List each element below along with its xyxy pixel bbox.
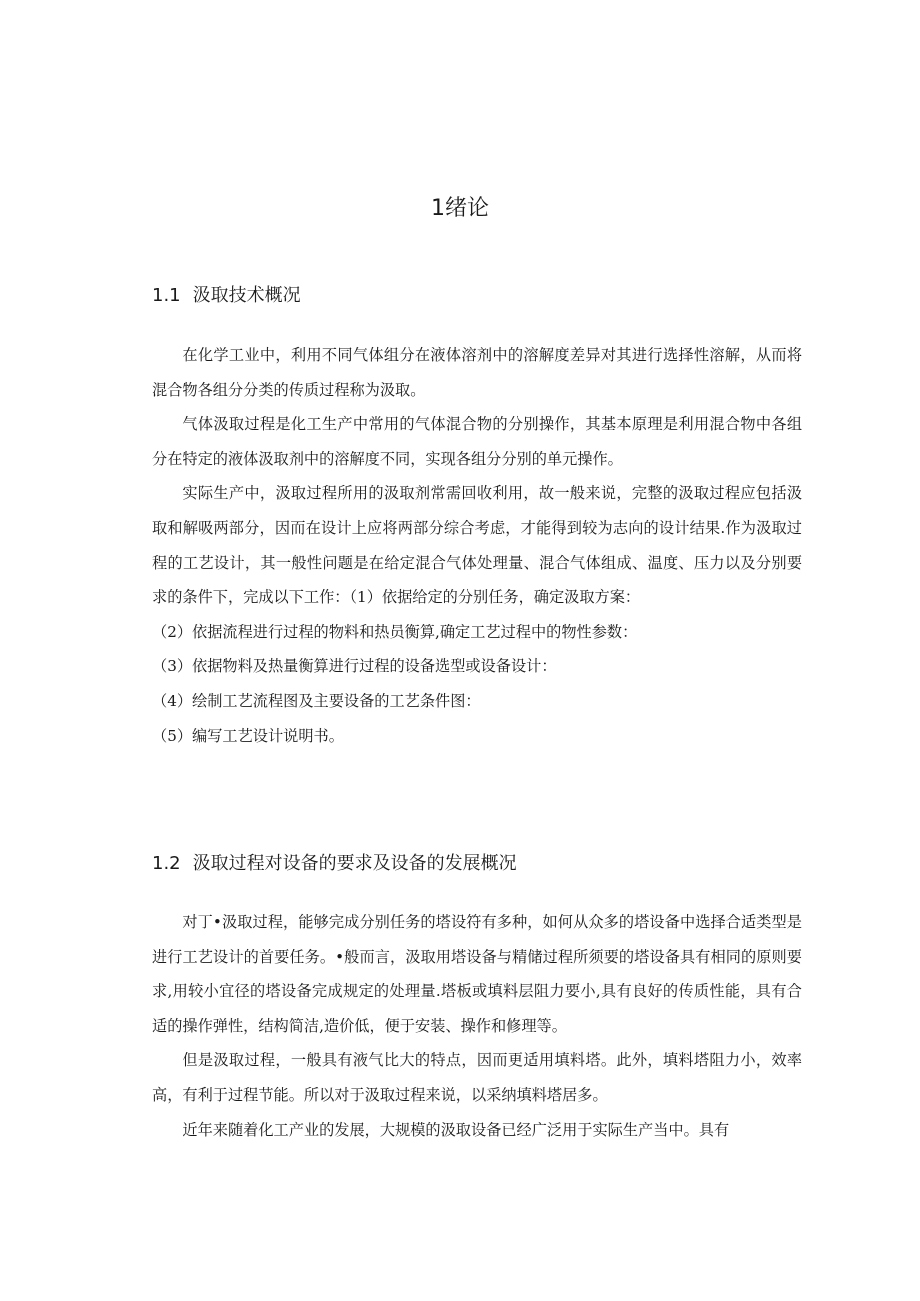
list-item: （4）绘制工艺流程图及主要设备的工艺条件图： [152,691,481,710]
paragraph: 气体汲取过程是化工生产中常用的气体混合物的分别操作，其基本原理是利用混合物中各组分在特定的液体汲取剂中的溶解度不同，实现各组分分别的单元操作。 [152,415,802,468]
section-1-1-body [152,338,802,753]
paragraph: 但是汲取过程，一般具有液气比大的特点，因而更适用填料塔。此外，填料塔阻力小，效率高，有利于过程节能。所以对于汲取过程来说，以采纳填料塔居多。 [152,1051,802,1104]
section-heading-1-2 [152,851,517,877]
list-item: （5）编写工艺设计说明书。 [152,726,344,745]
paragraph: 实际生产中，汲取过程所用的汲取剂常需回收利用，故一般来说，完整的汲取过程应包括汲取和解吸两部分，因而在设计上应将两部分综合考虑，才能得到较为志向的设计结果.作为汲取过程的工艺设计，其一般性问题是在给定混合气体处理量、混合气体组成、温度、压力以及分别要求的条件下，完成以下工作：（1）依据给定的分别任务，确定汲取方案： [152,484,802,607]
paragraph: 在化学工业中，利用不同气体组分在液体溶剂中的溶解度差异对其进行选择性溶解，从而将混合物各组分分类的传质过程称为汲取。 [152,346,802,399]
section-number: 1.1 [152,285,181,306]
list-item: （3）依据物料及热量衡算进行过程的设备选型或设备设计： [152,657,557,676]
section-number: 1.2 [152,853,181,874]
paragraph: 对丁•汲取过程，能够完成分别任务的塔设符有多种，如何从众多的塔设备中选择合适类型是进行工艺设计的首要任务。•般而言，汲取用塔设备与精储过程所须要的塔设备具有相同的原则要求,用较小宜径的塔设备完成规定的处理量.塔板或填料层阻力要小,具有良好的传质性能，具有合适的操作弹性，结构简洁,造价低，便于安装、操作和修理等。 [152,913,802,1035]
section-heading-1-1 [152,283,301,309]
section-1-2-body [152,905,802,1147]
paragraph: 近年来随着化工产业的发展，大规模的汲取设备已经广泛用于实际生产当中。具有 [182,1120,730,1139]
list-item: （2）依据流程进行过程的物料和热员衡算,确定工艺过程中的物性参数： [152,622,638,641]
chapter-title: 1绪论 [431,196,489,221]
section-title: 汲取技术概况 [192,285,301,306]
section-title: 汲取过程对设备的要求及设备的发展概况 [192,853,517,874]
